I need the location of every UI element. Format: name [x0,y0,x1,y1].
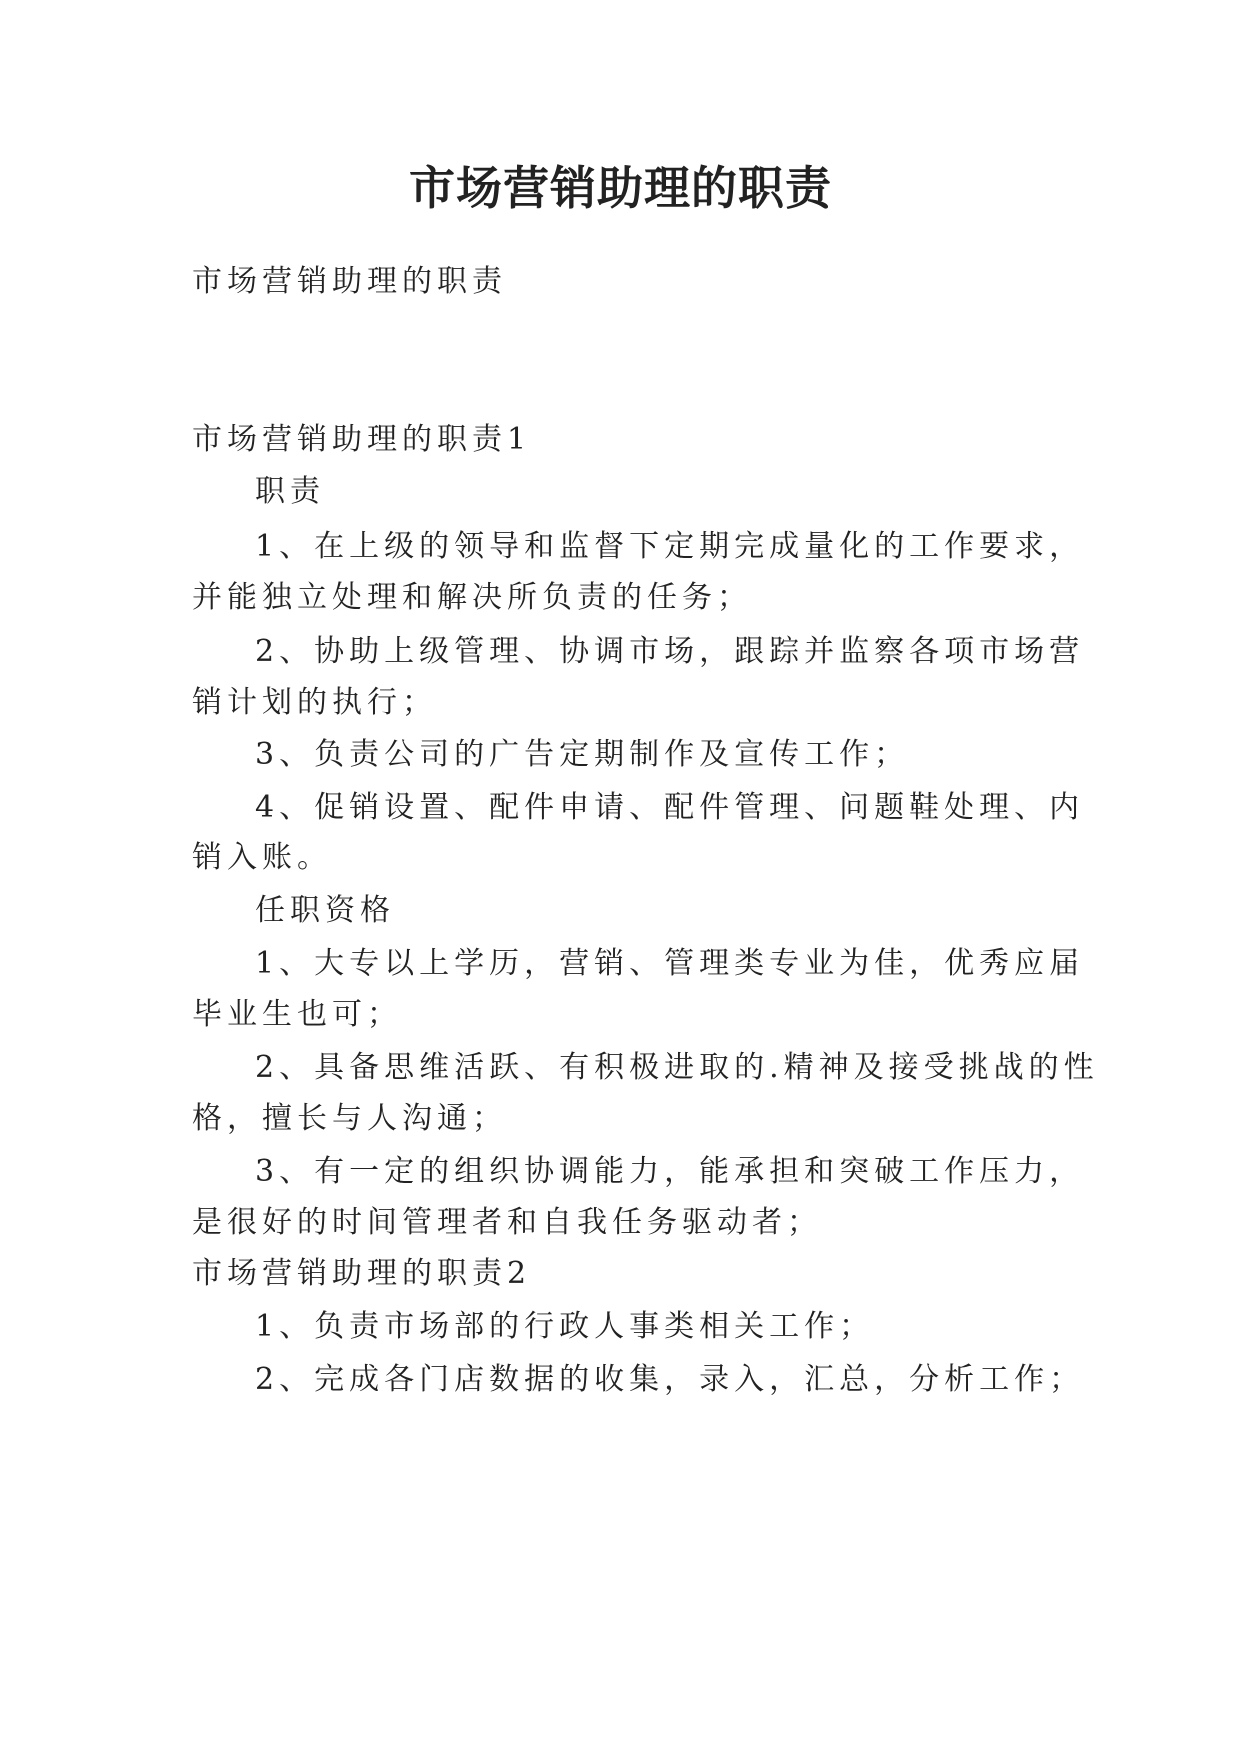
duties-label: 职责 [255,474,325,509]
document-title: 市场营销助理的职责 [409,161,832,215]
section-2-duty-2: 2、完成各门店数据的收集，录入，汇总，分析工作； [255,1362,1085,1397]
duty-4-line-1: 4、促销设置、配件申请、配件管理、问题鞋处理、内 [255,790,1085,825]
duty-1-line-2: 并能独立处理和解决所负责的任务； [192,580,752,615]
duty-1-line-1: 1、在上级的领导和监督下定期完成量化的工作要求， [255,529,1085,564]
document-subtitle: 市场营销助理的职责 [192,264,507,299]
duty-2-line-2: 销计划的执行； [192,685,437,720]
duty-4-line-2: 销入账。 [192,840,332,875]
duty-3-line-1: 3、负责公司的广告定期制作及宣传工作； [255,737,910,772]
qualification-1-line-1: 1、大专以上学历，营销、管理类专业为佳，优秀应届 [255,946,1085,981]
qualification-2-line-2: 格，擅长与人沟通； [192,1101,507,1136]
qualifications-label: 任职资格 [255,893,395,928]
qualification-3-line-2: 是很好的时间管理者和自我任务驱动者； [192,1205,822,1240]
duty-2-line-1: 2、协助上级管理、协调市场，跟踪并监察各项市场营 [255,634,1085,669]
qualification-3-line-1: 3、有一定的组织协调能力，能承担和突破工作压力， [255,1154,1085,1189]
section-1-heading: 市场营销助理的职责1 [192,422,532,457]
section-2-duty-1: 1、负责市场部的行政人事类相关工作； [255,1309,875,1344]
qualification-2-line-1: 2、具备思维活跃、有积极进取的.精神及接受挑战的性 [255,1050,1099,1085]
section-2-heading: 市场营销助理的职责2 [192,1256,532,1291]
qualification-1-line-2: 毕业生也可； [192,997,402,1032]
